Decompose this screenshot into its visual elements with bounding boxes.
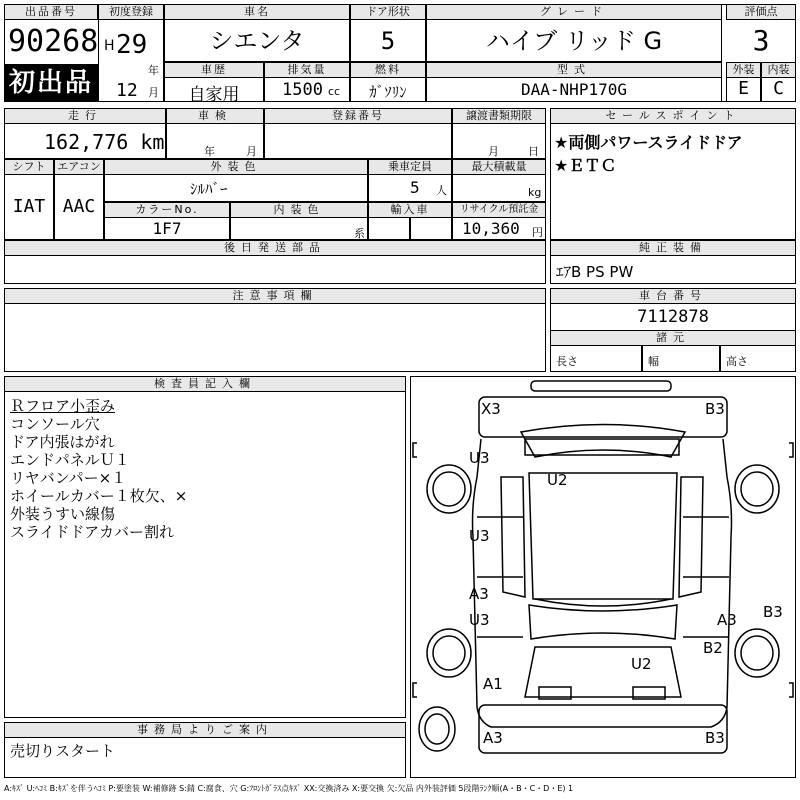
inspector-note-1: Ｒフロア小歪み <box>10 397 116 415</box>
inspection-year: 年 <box>204 145 215 158</box>
inspector-note-2: コンソール穴 <box>10 415 100 433</box>
car-name: シエンタ <box>209 27 305 55</box>
door-type: 5 <box>380 27 396 55</box>
equipment: ｴｱB PS PW <box>556 263 634 281</box>
recycle-label: リサイクル預託金 <box>452 202 546 218</box>
reg-label: 初度登録 <box>98 4 164 20</box>
mark-a3-left: A3 <box>469 585 489 603</box>
mark-a3-right: A3 <box>717 611 737 629</box>
recycle-unit: 円 <box>532 226 543 239</box>
interior-color-label: 内装色 <box>230 202 368 218</box>
mark-u2-roof: U2 <box>547 471 568 489</box>
ext-grade: E <box>738 78 749 99</box>
lot-number: 90268 <box>8 24 99 59</box>
exterior-color: ｼﾙﾊﾞｰ <box>190 180 228 198</box>
mileage: 162,776 km <box>44 130 165 154</box>
sales-point-label: セールスポイント <box>550 108 796 124</box>
inspection-label: 車検 <box>166 108 264 124</box>
load-label: 最大積載量 <box>452 159 546 175</box>
color-no: 1F7 <box>152 219 182 238</box>
mark-u2-rear: U2 <box>631 655 652 673</box>
score-label: 評価点 <box>726 4 796 20</box>
displacement-unit: cc <box>328 85 341 98</box>
mark-a3-bottom: A3 <box>483 729 503 747</box>
plate-label: 登録番号 <box>264 108 452 124</box>
shift: IAT <box>12 196 46 217</box>
int-grade: C <box>773 78 784 99</box>
history: 自家用 <box>188 85 240 105</box>
color-cell <box>104 174 368 202</box>
capacity-unit: 人 <box>436 184 447 197</box>
office-note: 売切りスタート <box>10 742 116 760</box>
first-listing-badge: 初出品 <box>4 64 98 102</box>
color-label: 外装色 <box>104 159 368 175</box>
chassis-label: 車台番号 <box>550 288 796 304</box>
sales-point-2: ★ＥＴＣ <box>554 156 617 175</box>
history-label: 車歴 <box>164 62 264 78</box>
import-cell-1 <box>368 217 410 240</box>
mark-u3-mid: U3 <box>469 527 490 545</box>
mark-b3-bottom: B3 <box>705 729 725 747</box>
reg-year: 29 <box>116 30 148 60</box>
mileage-label: 走行 <box>4 108 166 124</box>
reg-era: H <box>104 38 115 54</box>
import-cell-2 <box>410 217 452 240</box>
office-label: 事務局よりご案内 <box>4 722 406 738</box>
chassis-number: 7112878 <box>637 307 709 327</box>
fuel: ｶﾞｿﾘﾝ <box>369 83 407 101</box>
lot-no-label: 出品番号 <box>4 4 98 20</box>
length-label: 長さ <box>556 355 578 368</box>
car-outline-svg <box>411 377 795 777</box>
reg-year-unit: 年 <box>148 64 159 77</box>
reg-month: 12 <box>116 80 138 101</box>
load-unit: kg <box>528 186 542 199</box>
damage-diagram <box>410 376 796 778</box>
equipment-label: 純正装備 <box>550 240 796 256</box>
mark-u3-rear: U3 <box>469 611 490 629</box>
mark-b3-right: B3 <box>763 603 783 621</box>
inspector-note-3: ドア内張はがれ <box>10 433 115 451</box>
displacement: 1500 <box>282 80 323 100</box>
inspection-month: 月 <box>246 145 257 158</box>
grade: ハイブ リッド G <box>485 27 663 55</box>
legend: A:ｷｽﾞ U:ﾍｺﾐ B:ｷｽﾞを伴うﾍｺﾐ P:要塗装 W:補修跡 S:錆 C:腐食、穴 G:ﾌﾛﾝﾄｶﾞﾗｽ点ｷｽﾞ XX:交換済み X:要交換 欠:欠品 内外装評価 5段階ﾗﾝｸ順(A・B・C・D・E) 1 <box>4 784 574 793</box>
inspector-note-6: ホイールカバー１枚欠、× <box>10 487 188 505</box>
transfer-label: 譲渡書類期限 <box>452 108 546 124</box>
notes-label: 注意事項欄 <box>4 288 546 304</box>
capacity: 5 <box>410 178 420 197</box>
sales-point-1: ★両側パワースライドドア <box>554 133 743 152</box>
mark-a1: A1 <box>483 675 503 693</box>
capacity-label: 乗車定員 <box>368 159 452 175</box>
inspector-label: 検査員記入欄 <box>4 376 406 392</box>
mark-x3-top: X3 <box>481 400 501 418</box>
height-label: 高さ <box>726 355 748 368</box>
mark-b3-top: B3 <box>705 400 725 418</box>
inspector-note-8: スライドドアカバー割れ <box>10 523 174 541</box>
later-parts-label: 後日発送部品 <box>4 240 546 256</box>
transfer-month: 月 <box>488 145 499 158</box>
interior-color-unit: 系 <box>354 227 365 240</box>
shift-label: シフト <box>4 159 54 175</box>
mark-b2-right: B2 <box>703 639 723 657</box>
inspector-note-4: エンドパネルＵ１ <box>10 451 130 469</box>
model: DAA-NHP170G <box>521 80 627 99</box>
fuel-label: 燃料 <box>350 62 426 78</box>
recycle-fee: 10,360 <box>462 219 520 238</box>
ext-grade-label: 外装 <box>726 62 761 78</box>
import-label: 輸入車 <box>368 202 452 218</box>
dims-label: 諸元 <box>550 330 796 346</box>
model-label: 型式 <box>426 62 722 78</box>
door-label: ドア形状 <box>350 4 426 20</box>
mark-u3-front: U3 <box>469 449 490 467</box>
int-grade-label: 内装 <box>761 62 796 78</box>
plate-cell <box>264 123 452 159</box>
car-name-label: 車名 <box>164 4 350 20</box>
reg-month-unit: 月 <box>148 86 159 99</box>
color-no-label: カラーNo. <box>104 202 230 218</box>
inspector-note-5: リヤバンパー×１ <box>10 469 127 487</box>
score: 3 <box>752 24 770 57</box>
grade-label: グレード <box>426 4 722 20</box>
interior-color-cell <box>230 217 368 240</box>
width-label: 幅 <box>648 355 659 368</box>
displacement-label: 排気量 <box>264 62 350 78</box>
inspector-note-7: 外装うすい線傷 <box>10 505 116 523</box>
transfer-day: 日 <box>528 145 539 158</box>
air-conditioner: AAC <box>62 196 96 217</box>
ac-label: エアコン <box>54 159 104 175</box>
